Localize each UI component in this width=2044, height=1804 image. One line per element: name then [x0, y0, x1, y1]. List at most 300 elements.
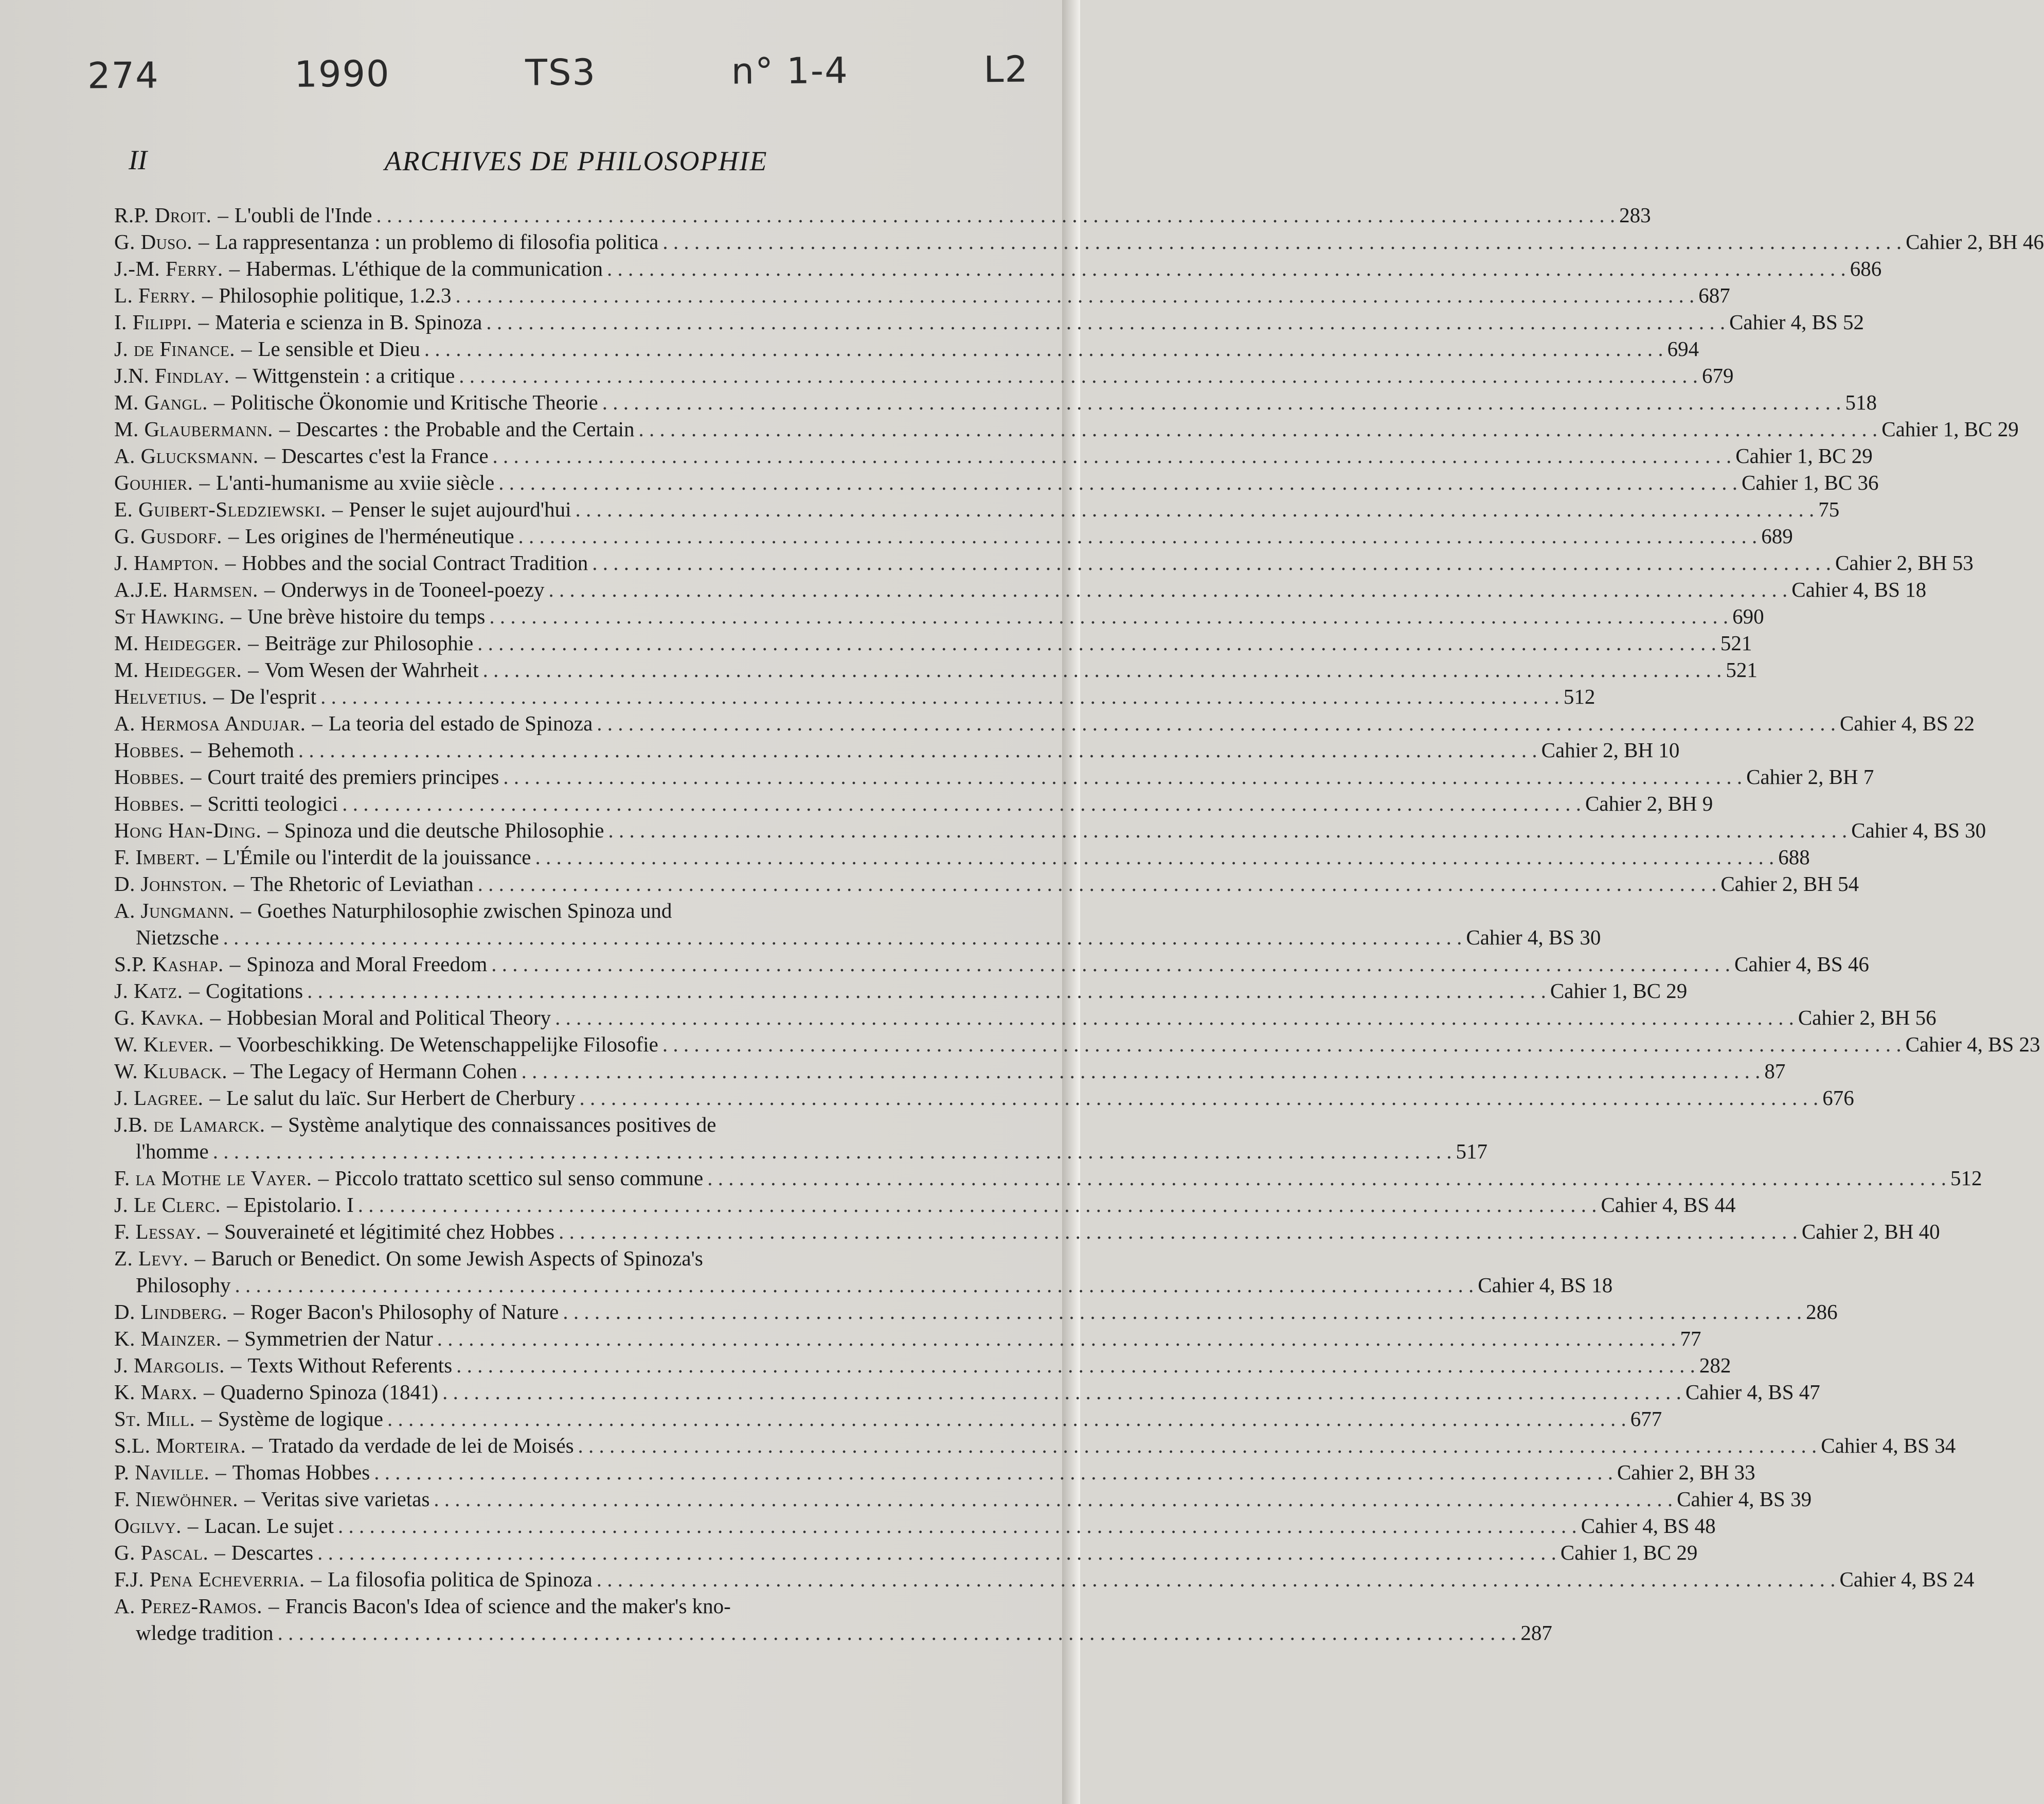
entry-author: Hobbes. — [114, 765, 185, 789]
entry-author: G. Gusdorf. — [114, 524, 222, 548]
entry-dash: – — [204, 1380, 214, 1404]
entry-author: A. Perez-Ramos. — [114, 1594, 262, 1618]
entry-title: La rappresentanza : un problemo di filosofia politica — [215, 230, 659, 254]
entry-title: La filosofia politica de Spinoza — [328, 1567, 593, 1591]
entry-title-continued: l'homme — [136, 1139, 209, 1163]
index-entry — [114, 977, 1688, 1004]
entry-author: Hong Han-Ding. — [114, 818, 262, 842]
entry-dash: – — [267, 818, 278, 842]
index-entry — [114, 951, 1869, 977]
entry-title: La teoria del estado de Spinoza — [328, 711, 593, 735]
entry-dash: – — [228, 524, 239, 548]
leader-dots — [376, 202, 1615, 228]
entry-dash: – — [240, 899, 252, 922]
index-entry — [114, 844, 1810, 870]
entry-title: Piccolo trattato scettico sul senso commune — [335, 1166, 704, 1190]
entry-reference: 283 — [1619, 203, 1651, 227]
entry-title: Lacan. Le sujet — [204, 1514, 334, 1538]
index-entry — [114, 549, 1974, 576]
index-entry — [114, 1298, 1838, 1325]
index-entry — [114, 282, 1730, 309]
leader-dots — [486, 309, 1725, 335]
leader-dots — [555, 1004, 1794, 1031]
index-entry — [114, 1191, 1736, 1218]
entry-author: W. Klever. — [114, 1032, 214, 1056]
leader-dots — [342, 790, 1581, 817]
entry-reference: 687 — [1698, 283, 1730, 307]
handwritten-mark: 1990 — [294, 52, 390, 96]
entry-title: Une brève histoire du temps — [247, 604, 486, 628]
entry-title: Vom Wesen der Wahrheit — [264, 658, 479, 682]
entry-title: Penser le sujet aujourd'hui — [349, 497, 571, 521]
entry-dash: – — [227, 1327, 239, 1350]
entry-title: Thomas Hobbes — [232, 1460, 370, 1484]
entry-author: K. Marx. — [114, 1380, 198, 1404]
entry-reference: 87 — [1764, 1059, 1786, 1083]
entry-author: K. Mainzer. — [114, 1327, 222, 1350]
entry-author: St Hawking. — [114, 604, 225, 628]
entry-dash: – — [230, 604, 242, 628]
entry-reference: Cahier 1, BC 36 — [1742, 471, 1879, 494]
leader-dots — [456, 1352, 1695, 1379]
index-entry — [114, 1165, 1982, 1191]
index-entry — [114, 1486, 1812, 1512]
entry-title: L'oubli de l'Inde — [234, 203, 372, 227]
leader-dots — [235, 1272, 1474, 1298]
entry-author: W. Kluback. — [114, 1059, 228, 1083]
index-entry — [114, 1352, 1731, 1379]
entry-title-continued: Philosophy — [136, 1273, 231, 1297]
entry-dash: – — [244, 1487, 255, 1511]
entry-author: M. Heidegger. — [114, 658, 242, 682]
entry-dash: – — [225, 551, 236, 575]
index-entry — [114, 362, 1734, 389]
entry-title: Francis Bacon's Idea of science and the maker's kno- — [285, 1594, 731, 1618]
index-entry — [114, 389, 1877, 416]
entry-title: Hobbes and the social Contract Tradition — [242, 551, 588, 575]
entry-title: Court traité des premiers principes — [207, 765, 499, 789]
entry-author: J.-M. Ferry. — [114, 257, 223, 280]
entry-reference: 512 — [1563, 685, 1595, 708]
index-list — [114, 202, 2044, 1646]
entry-title: Philosophie politique, 1.2.3 — [219, 283, 452, 307]
entry-dash: – — [241, 337, 252, 361]
entry-dash: – — [202, 283, 213, 307]
entry-title: Baruch or Benedict. On some Jewish Aspects of Spinoza's — [211, 1246, 703, 1270]
entry-title-continued: Nietzsche — [136, 925, 219, 949]
entry-reference: 518 — [1845, 390, 1877, 414]
entry-dash: – — [229, 257, 240, 280]
entry-reference: 677 — [1630, 1407, 1662, 1431]
entry-title: Tratado da verdade de lei de Moisés — [268, 1434, 574, 1457]
entry-dash: – — [311, 1567, 322, 1591]
index-entry — [114, 576, 1927, 603]
entry-author: A.J.E. Harmsen. — [114, 578, 258, 601]
entry-author: Helvetius. — [114, 685, 207, 708]
index-entry — [114, 763, 1874, 790]
entry-author: P. Naville. — [114, 1460, 210, 1484]
entry-title: Système analytique des connaissances positives de — [288, 1113, 716, 1136]
index-entry — [114, 1058, 1786, 1084]
leader-dots — [503, 763, 1742, 790]
page-number: II — [129, 145, 147, 175]
entry-author: A. Hermosa Andujar. — [114, 711, 306, 735]
entry-dash: – — [213, 390, 225, 414]
entry-reference: 512 — [1950, 1166, 1982, 1190]
entry-dash: – — [252, 1434, 263, 1457]
entry-dash: – — [234, 1300, 244, 1324]
leader-dots — [638, 416, 1877, 442]
entry-reference: 694 — [1667, 337, 1699, 361]
index-entry — [114, 1379, 1820, 1405]
leader-dots — [597, 710, 1836, 737]
entry-title: Epistolario. I — [243, 1193, 354, 1217]
entry-dash: – — [206, 845, 217, 869]
entry-title-continued: wledge tradition — [136, 1621, 274, 1645]
entry-reference: Cahier 1, BC 29 — [1550, 979, 1688, 1003]
leader-dots — [437, 1325, 1676, 1352]
running-title: ARCHIVES DE PHILOSOPHIE — [384, 146, 768, 176]
entry-reference: Cahier 4, BS 24 — [1839, 1567, 1975, 1591]
entry-reference: Cahier 4, BS 34 — [1821, 1434, 1956, 1457]
entry-author: J. Margolis. — [114, 1353, 225, 1377]
entry-author: Hobbes. — [114, 792, 185, 815]
entry-author: M. Heidegger. — [114, 631, 242, 655]
entry-title: Politische Ökonomie und Kritische Theorie — [230, 390, 598, 414]
index-entry — [114, 228, 2044, 255]
entry-dash: – — [268, 1594, 279, 1618]
entry-dash: – — [207, 1220, 219, 1243]
handwritten-mark: n° 1-4 — [731, 49, 849, 93]
leader-dots — [278, 1619, 1517, 1646]
entry-reference: 688 — [1778, 845, 1810, 869]
entry-title: Système de logique — [218, 1407, 383, 1431]
entry-title: Veritas sive varietas — [261, 1487, 430, 1511]
entry-author: Z. Levy. — [114, 1246, 189, 1270]
index-entry — [114, 817, 1986, 844]
entry-dash: – — [248, 631, 259, 655]
entry-reference: Cahier 2, BH 54 — [1720, 872, 1859, 896]
entry-reference: 286 — [1806, 1300, 1838, 1324]
leader-dots — [358, 1191, 1597, 1218]
entry-dash: – — [264, 578, 275, 601]
leader-dots — [317, 1539, 1556, 1566]
handwritten-mark: TS3 — [525, 51, 597, 94]
leader-dots — [563, 1298, 1802, 1325]
entry-reference: Cahier 4, BS 39 — [1677, 1487, 1812, 1511]
index-entry — [114, 1432, 1956, 1459]
entry-reference: Cahier 2, BH 40 — [1801, 1220, 1940, 1243]
leader-dots — [483, 656, 1722, 683]
entry-reference: 521 — [1720, 631, 1752, 655]
index-entry — [114, 469, 1879, 496]
index-entry — [114, 1566, 1975, 1593]
index-entry — [114, 335, 1699, 362]
entry-dash: – — [312, 711, 322, 735]
index-entry — [114, 1218, 1940, 1245]
index-entry — [114, 683, 1595, 710]
entry-dash: – — [236, 364, 246, 387]
leader-dots — [478, 870, 1717, 897]
leader-dots — [434, 1486, 1673, 1512]
leader-dots — [608, 817, 1848, 844]
entry-title: The Rhetoric of Leviathan — [250, 872, 474, 896]
entry-author: A. Glucksmann. — [114, 444, 259, 468]
entry-title: Le salut du laïc. Sur Herbert de Cherbury — [226, 1086, 576, 1110]
entry-title: L'Émile ou l'interdit de la jouissance — [223, 845, 531, 869]
entry-author: D. Johnston. — [114, 872, 228, 896]
entry-reference: Cahier 1, BC 29 — [1881, 417, 2019, 441]
entry-author: Ogilvy. — [114, 1514, 182, 1538]
index-entry — [114, 737, 1680, 763]
handwritten-mark: 274 — [87, 54, 159, 97]
entry-author: J.N. Findlay. — [114, 364, 230, 387]
index-entry — [114, 870, 1859, 897]
entry-reference: Cahier 4, BS 30 — [1466, 925, 1601, 949]
entry-author: G. Pascal. — [114, 1541, 209, 1564]
entry-dash: – — [230, 1353, 242, 1377]
entry-author: St. Mill. — [114, 1407, 195, 1431]
entry-dash: – — [248, 658, 259, 682]
entry-reference: Cahier 4, BS 44 — [1601, 1193, 1736, 1217]
index-entry — [114, 442, 1873, 469]
entry-author: I. Filippi. — [114, 310, 192, 334]
index-entry — [114, 1593, 1552, 1646]
entry-title: Le sensible et Dieu — [258, 337, 420, 361]
entry-reference: Cahier 1, BC 29 — [1735, 444, 1873, 468]
index-entry — [114, 1539, 1698, 1566]
entry-dash: – — [210, 1006, 221, 1029]
entry-author: F.J. Pena Echeverria. — [114, 1567, 305, 1591]
entry-author: F. Lessay. — [114, 1220, 202, 1243]
entry-title: Wittgenstein : a critique — [252, 364, 455, 387]
entry-dash: – — [189, 979, 200, 1003]
entry-title: Habermas. L'éthique de la communication — [246, 257, 603, 280]
entry-reference: 287 — [1520, 1621, 1552, 1645]
entry-author: J. Le Clerc. — [114, 1193, 221, 1217]
entry-reference: 282 — [1699, 1353, 1731, 1377]
index-entry — [114, 790, 1713, 817]
index-entry — [114, 897, 1601, 951]
leader-dots — [579, 1084, 1818, 1111]
entry-reference: Cahier 2, BH 56 — [1798, 1006, 1937, 1029]
index-entry — [114, 496, 1840, 523]
entry-reference: 679 — [1702, 364, 1734, 387]
entry-dash: – — [194, 1246, 205, 1270]
leader-dots — [491, 951, 1730, 977]
leader-dots — [223, 924, 1462, 951]
index-entry — [114, 1512, 1716, 1539]
leader-dots — [662, 1031, 1902, 1058]
index-entry — [114, 1245, 1613, 1298]
entry-dash: – — [213, 685, 224, 708]
entry-dash: – — [199, 471, 210, 494]
entry-title: Texts Without Referents — [247, 1353, 453, 1377]
index-entry — [114, 1004, 1937, 1031]
entry-reference: Cahier 4, BS 48 — [1581, 1514, 1716, 1538]
leader-dots — [548, 576, 1787, 603]
entry-dash: – — [234, 1059, 244, 1083]
entry-reference: Cahier 1, BC 29 — [1560, 1541, 1698, 1564]
leader-dots — [662, 228, 1902, 255]
entry-title: Descartes : the Probable and the Certain — [296, 417, 635, 441]
entry-author: S.L. Morteira. — [114, 1434, 246, 1457]
entry-author: A. Jungmann. — [114, 899, 235, 922]
entry-title: Spinoza and Moral Freedom — [246, 952, 488, 976]
index-entry — [114, 523, 1793, 549]
leader-dots — [338, 1512, 1577, 1539]
entry-author: J.B. de Lamarck. — [114, 1113, 265, 1136]
entry-author: F. Niewöhner. — [114, 1487, 239, 1511]
entry-title: Descartes — [231, 1541, 314, 1564]
index-entry — [114, 603, 1764, 630]
entry-reference: Cahier 4, BS 23 — [1905, 1032, 2040, 1056]
leader-dots — [493, 442, 1732, 469]
leader-dots — [489, 603, 1728, 630]
index-entry — [114, 255, 1882, 282]
leader-dots — [578, 1432, 1817, 1459]
entry-title: Beiträge zur Philosophie — [264, 631, 474, 655]
leader-dots — [442, 1379, 1681, 1405]
entry-dash: – — [209, 1086, 220, 1110]
entry-dash: – — [229, 952, 241, 976]
entry-title: Quaderno Spinoza (1841) — [220, 1380, 439, 1404]
entry-reference: Cahier 2, BH 53 — [1835, 551, 1974, 575]
entry-reference: 521 — [1726, 658, 1758, 682]
leader-dots — [559, 1218, 1798, 1245]
entry-dash: – — [198, 310, 209, 334]
entry-dash: – — [190, 765, 202, 789]
entry-reference: 77 — [1680, 1327, 1701, 1350]
entry-author: M. Gangl. — [114, 390, 208, 414]
entry-dash: – — [218, 203, 228, 227]
entry-dash: – — [332, 497, 343, 521]
entry-author: E. Guibert-Sledziewski. — [114, 497, 326, 521]
entry-reference: 690 — [1732, 604, 1764, 628]
entry-title: Materia e scienza in B. Spinoza — [215, 310, 482, 334]
leader-dots — [592, 549, 1831, 576]
leader-dots — [498, 469, 1737, 496]
entry-dash: – — [271, 1113, 282, 1136]
entry-dash: – — [201, 1407, 212, 1431]
index-entry — [114, 1325, 1701, 1352]
leader-dots — [707, 1165, 1946, 1191]
entry-title: Souveraineté et légitimité chez Hobbes — [224, 1220, 555, 1243]
leader-dots — [607, 255, 1846, 282]
leader-dots — [522, 1058, 1761, 1084]
entry-dash: – — [187, 1514, 199, 1538]
entry-dash: – — [220, 1032, 231, 1056]
leader-dots — [576, 496, 1815, 523]
page-header — [118, 144, 993, 185]
index-entry — [114, 309, 1864, 335]
entry-dash: – — [214, 1541, 225, 1564]
entry-reference: Cahier 4, BS 30 — [1851, 818, 1986, 842]
entry-reference: Cahier 4, BS 52 — [1729, 310, 1864, 334]
entry-reference: Cahier 4, BS 47 — [1685, 1380, 1820, 1404]
entry-author: R.P. Droit. — [114, 203, 212, 227]
leader-dots — [518, 523, 1758, 549]
entry-reference: 689 — [1761, 524, 1793, 548]
entry-dash: – — [198, 230, 209, 254]
index-entry — [114, 416, 2019, 442]
entry-title: Descartes c'est la France — [281, 444, 489, 468]
entry-reference: Cahier 2, BH 46 — [1906, 230, 2044, 254]
entry-reference: Cahier 2, BH 33 — [1617, 1460, 1755, 1484]
entry-author: L. Ferry. — [114, 283, 196, 307]
entry-author: J. Hampton. — [114, 551, 219, 575]
entry-author: Hobbes. — [114, 738, 185, 762]
entry-dash: – — [279, 417, 290, 441]
entry-reference: Cahier 2, BH 10 — [1541, 738, 1680, 762]
entry-reference: Cahier 2, BH 7 — [1746, 765, 1874, 789]
leader-dots — [424, 335, 1663, 362]
entry-title: The Legacy of Hermann Cohen — [250, 1059, 517, 1083]
leader-dots — [374, 1459, 1613, 1486]
entry-reference: 75 — [1818, 497, 1840, 521]
handwritten-note — [87, 48, 1029, 97]
entry-title: De l'esprit — [230, 685, 317, 708]
entry-author: Gouhier. — [114, 471, 193, 494]
entry-author: F. Imbert. — [114, 845, 201, 869]
entry-title: Onderwys in de Tooneel-poezy — [281, 578, 545, 601]
entry-dash: – — [216, 1460, 226, 1484]
entry-title: Spinoza und die deutsche Philosophie — [284, 818, 604, 842]
index-entry — [114, 202, 1651, 228]
handwritten-mark: L2 — [983, 48, 1029, 91]
entry-author: D. Lindberg. — [114, 1300, 228, 1324]
entry-title: Les origines de l'herméneutique — [245, 524, 514, 548]
entry-dash: – — [227, 1193, 238, 1217]
entry-reference: Cahier 4, BS 18 — [1791, 578, 1927, 601]
leader-dots — [213, 1138, 1452, 1165]
entry-reference: Cahier 2, BH 9 — [1585, 792, 1713, 815]
leader-dots — [298, 737, 1537, 763]
leader-dots — [307, 977, 1546, 1004]
entry-title: Roger Bacon's Philosophy of Nature — [250, 1300, 559, 1324]
leader-dots — [477, 630, 1716, 656]
entry-author: G. Kavka. — [114, 1006, 204, 1029]
entry-reference: 676 — [1822, 1086, 1854, 1110]
entry-author: S.P. Kashap. — [114, 952, 224, 976]
entry-dash: – — [190, 792, 202, 815]
entry-reference: Cahier 4, BS 22 — [1840, 711, 1975, 735]
leader-dots — [602, 389, 1841, 416]
index-entry — [114, 1405, 1662, 1432]
entry-title: Cogitations — [205, 979, 303, 1003]
leader-dots — [597, 1566, 1836, 1593]
entry-title: Behemoth — [207, 738, 294, 762]
entry-dash: – — [234, 872, 244, 896]
leader-dots — [456, 282, 1695, 309]
index-entry — [114, 1084, 1854, 1111]
entry-author: F. la Mothe le Vayer. — [114, 1166, 312, 1190]
entry-title: Symmetrien der Natur — [244, 1327, 433, 1350]
index-entry — [114, 710, 1975, 737]
entry-author: M. Glaubermann. — [114, 417, 273, 441]
entry-dash: – — [190, 738, 202, 762]
entry-title: Hobbesian Moral and Political Theory — [227, 1006, 551, 1029]
index-entry — [114, 656, 1758, 683]
entry-dash: – — [318, 1166, 329, 1190]
leader-dots — [320, 683, 1559, 710]
entry-author: J. Katz. — [114, 979, 183, 1003]
leader-dots — [459, 362, 1698, 389]
entry-dash: – — [264, 444, 276, 468]
leader-dots — [387, 1405, 1626, 1432]
entry-title: Goethes Naturphilosophie zwischen Spinoza und — [257, 899, 672, 922]
entry-author: G. Duso. — [114, 230, 192, 254]
